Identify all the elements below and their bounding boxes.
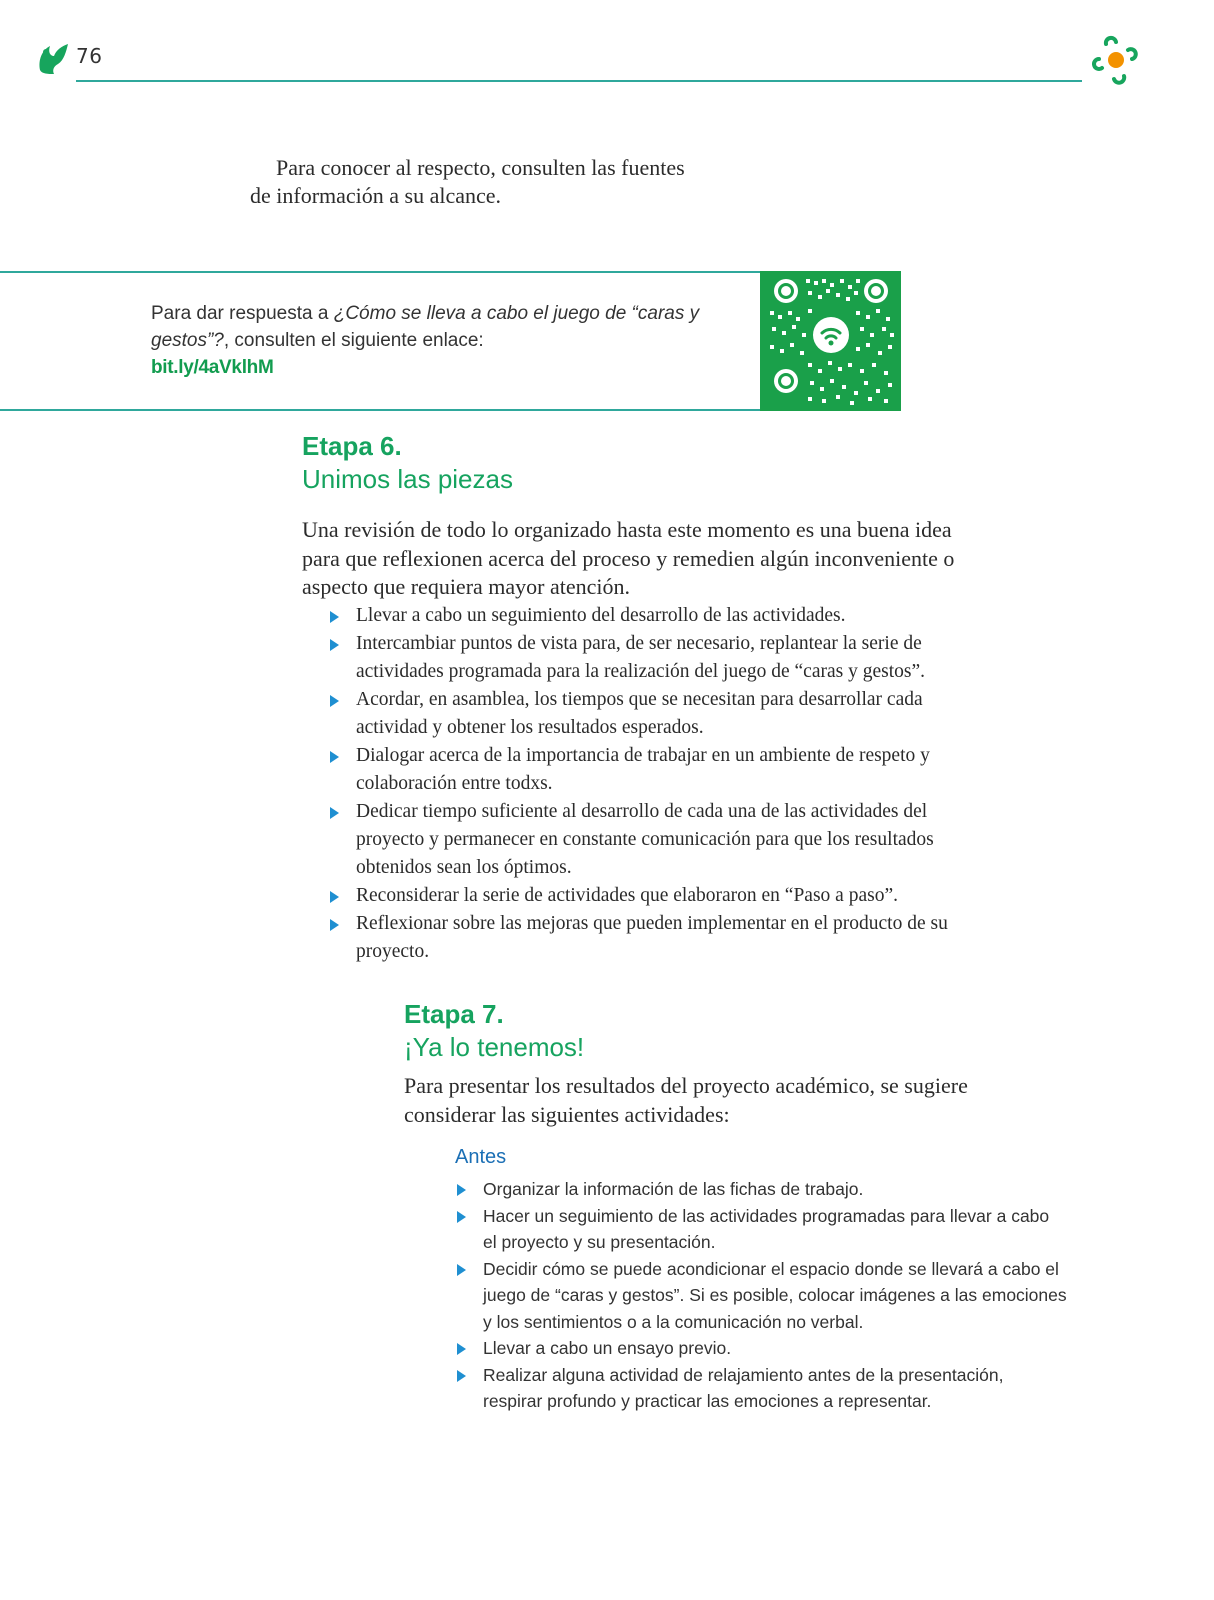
link-question: ¿Cómo se lleva a cabo el juego de “caras y gestos”? (151, 303, 700, 351)
stage-6-heading (302, 430, 513, 496)
list-item (330, 630, 970, 686)
bullet-icon (330, 639, 339, 651)
list-item-text: Intercambiar puntos de vista para, de ser necesario, replantear la serie de actividades programada para la realización del juego de “caras y gestos”. (356, 633, 926, 682)
qr-code-icon[interactable] (760, 271, 901, 411)
intro-line: Para conocer al respecto, consulten las fuentes (276, 155, 685, 180)
list-item (457, 1203, 1067, 1256)
list-item-text: Dialogar acerca de la importancia de trabajar en un ambiente de respeto y colaboración entre todxs. (356, 745, 930, 794)
list-item-text: Hacer un seguimiento de las actividades programadas para llevar a cabo el proyecto y su presentación. (483, 1205, 1050, 1252)
stage-7-list (457, 1176, 1067, 1415)
bullet-icon (457, 1343, 466, 1355)
list-item-text: Realizar alguna actividad de relajamiento antes de la presentación, respirar profundo y practicar las emociones a representar. (483, 1364, 1004, 1411)
list-item (330, 910, 970, 966)
list-item (330, 742, 970, 798)
intro-paragraph (250, 154, 770, 210)
list-item-text: Organizar la información de las fichas de trabajo. (483, 1179, 864, 1199)
header-rule (76, 80, 1082, 82)
link-text-after: , consulten el siguiente enlace: (223, 330, 484, 351)
bullet-icon (330, 695, 339, 707)
bullet-icon (330, 751, 339, 763)
link-text-before: Para dar respuesta a (151, 303, 334, 324)
list-item (330, 602, 970, 630)
list-item-text: Reflexionar sobre las mejoras que pueden implementar en el producto de su proyecto. (356, 913, 948, 962)
stage-7-heading (404, 998, 584, 1064)
paragraph: Para presentar los resultados del proyecto académico, se sugiere considerar las siguientes actividades: (404, 1073, 968, 1127)
leaf-figure-icon (36, 40, 70, 76)
list-item-text: Llevar a cabo un seguimiento del desarrollo de las actividades. (356, 605, 846, 626)
list-item-text: Reconsiderar la serie de actividades que elaboraron en “Paso a paso”. (356, 885, 898, 906)
stage-6-list (330, 602, 970, 966)
list-item (457, 1176, 1067, 1203)
stage-title: Unimos las piezas (302, 464, 513, 494)
bullet-icon (457, 1184, 466, 1196)
stage-number: Etapa 6. (302, 431, 402, 461)
page-number: 76 (76, 44, 103, 68)
list-item-text: Decidir cómo se puede acondicionar el espacio donde se llevará a cabo el juego de “caras y gestos”. Si es posible, colocar imágenes a las emociones y los sentimientos o a la comunicación no verbal. (483, 1258, 1067, 1332)
resource-link[interactable]: bit.ly/4aVklhM (151, 357, 274, 378)
bullet-icon (457, 1370, 466, 1382)
list-item-text: Dedicar tiempo suficiente al desarrollo de cada una de las actividades del proyecto y permanecer en constante comunicación para que los resultados obtenidos sean los óptimos. (356, 801, 934, 878)
stage-title: ¡Ya lo tenemos! (404, 1032, 585, 1062)
subheading-antes: Antes (455, 1146, 507, 1168)
list-item (330, 686, 970, 742)
link-box-text (151, 300, 731, 381)
list-item (330, 798, 970, 882)
paragraph: Una revisión de todo lo organizado hasta este momento es una buena idea para que reflexionen acerca del proceso y remedien algún inconveniente o aspecto que requiera mayor atención. (302, 517, 955, 599)
bullet-icon (330, 611, 339, 623)
list-item (457, 1362, 1067, 1415)
stage-7-intro (404, 1072, 1004, 1129)
list-item-text: Llevar a cabo un ensayo previo. (483, 1338, 732, 1358)
stage-number: Etapa 7. (404, 999, 504, 1029)
bullet-icon (330, 891, 339, 903)
list-item-text: Acordar, en asamblea, los tiempos que se necesitan para desarrollar cada actividad y obtener los resultados esperados. (356, 689, 923, 738)
list-item (330, 882, 970, 910)
bullet-icon (457, 1264, 466, 1276)
community-circle-icon (1090, 34, 1142, 86)
intro-line: de información a su alcance. (250, 183, 502, 208)
bullet-icon (330, 807, 339, 819)
list-item (457, 1256, 1067, 1336)
bullet-icon (330, 919, 339, 931)
stage-6-intro (302, 516, 962, 602)
bullet-icon (457, 1211, 466, 1223)
list-item (457, 1335, 1067, 1362)
